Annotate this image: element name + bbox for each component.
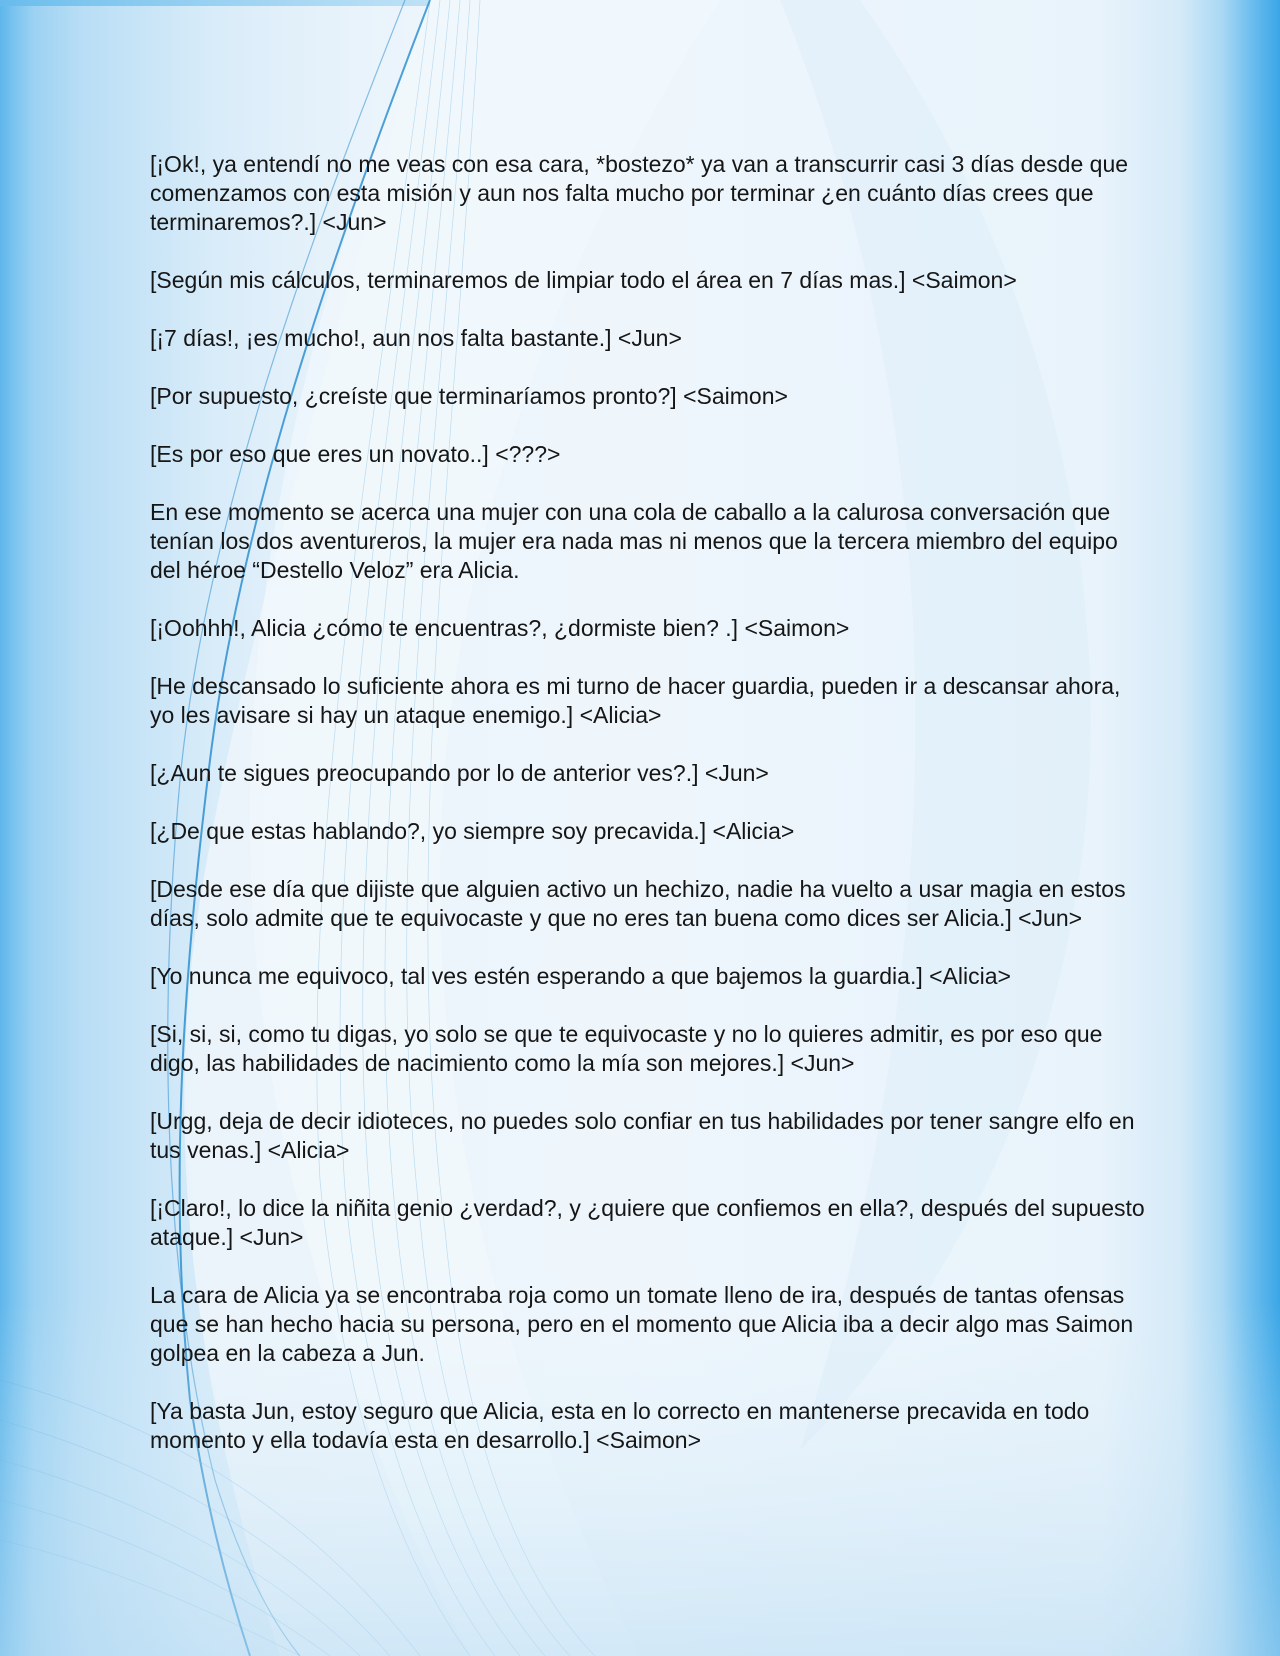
paragraph: [He descansado lo suficiente ahora es mi turno de hacer guardia, pueden ir a descansar ahora, yo les avisare si hay un ataque enemigo.] <Alicia> (150, 673, 1121, 728)
paragraph: [¡Oohhh!, Alicia ¿cómo te encuentras?, ¿dormiste bien? .] <Saimon> (150, 615, 850, 641)
paragraph: [Es por eso que eres un novato..] <???> (150, 441, 561, 467)
paragraph: En ese momento se acerca una mujer con una cola de caballo a la calurosa conversación que tenían los dos aventureros, la mujer era nada mas ni menos que la tercera miembro del equipo del héroe “Destello Veloz” era Alicia. (150, 499, 1118, 583)
paragraph: [Si, si, si, como tu digas, yo solo se que te equivocaste y no lo quieres admitir, es por eso que digo, las habilidades de nacimiento como la mía son mejores.] <Jun> (150, 1021, 1103, 1076)
paragraph: [¡Claro!, lo dice la niñita genio ¿verdad?, y ¿quiere que confiemos en ella?, después del supuesto ataque.] <Jun> (150, 1195, 1145, 1250)
paragraph: [Desde ese día que dijiste que alguien activo un hechizo, nadie ha vuelto a usar magia en estos días, solo admite que te equivocaste y que no eres tan buena como dices ser Alicia.] <Jun> (150, 876, 1126, 931)
paragraph: [¡7 días!, ¡es mucho!, aun nos falta bastante.] <Jun> (150, 325, 682, 351)
paragraph: La cara de Alicia ya se encontraba roja como un tomate lleno de ira, después de tantas ofensas que se han hecho hacia su persona, pero en el momento que Alicia iba a decir algo mas Saimon golpea en la cabeza a Jun. (150, 1282, 1134, 1366)
paragraph: [Según mis cálculos, terminaremos de limpiar todo el área en 7 días mas.] <Saimon> (150, 267, 1017, 293)
paragraph: [Urgg, deja de decir idioteces, no puedes solo confiar en tus habilidades por tener sangre elfo en tus venas.] <Alicia> (150, 1108, 1135, 1163)
paragraph: [Yo nunca me equivoco, tal ves estén esperando a que bajemos la guardia.] <Alicia> (150, 963, 1011, 989)
paragraph: [¿Aun te sigues preocupando por lo de anterior ves?.] <Jun> (150, 760, 769, 786)
paragraph: [¡Ok!, ya entendí no me veas con esa cara, *bostezo* ya van a transcurrir casi 3 días desde que comenzamos con esta misión y aun nos falta mucho por terminar ¿en cuánto días crees que terminaremos?.] <Jun> (150, 151, 1129, 235)
paragraph: [¿De que estas hablando?, yo siempre soy precavida.] <Alicia> (150, 818, 795, 844)
paragraph: [Ya basta Jun, estoy seguro que Alicia, esta en lo correcto en mantenerse precavida en todo momento y ella todavía esta en desarrollo.] <Saimon> (150, 1398, 1090, 1453)
paragraph: [Por supuesto, ¿creíste que terminaríamos pronto?] <Saimon> (150, 383, 788, 409)
story-text-column (150, 150, 1150, 1484)
